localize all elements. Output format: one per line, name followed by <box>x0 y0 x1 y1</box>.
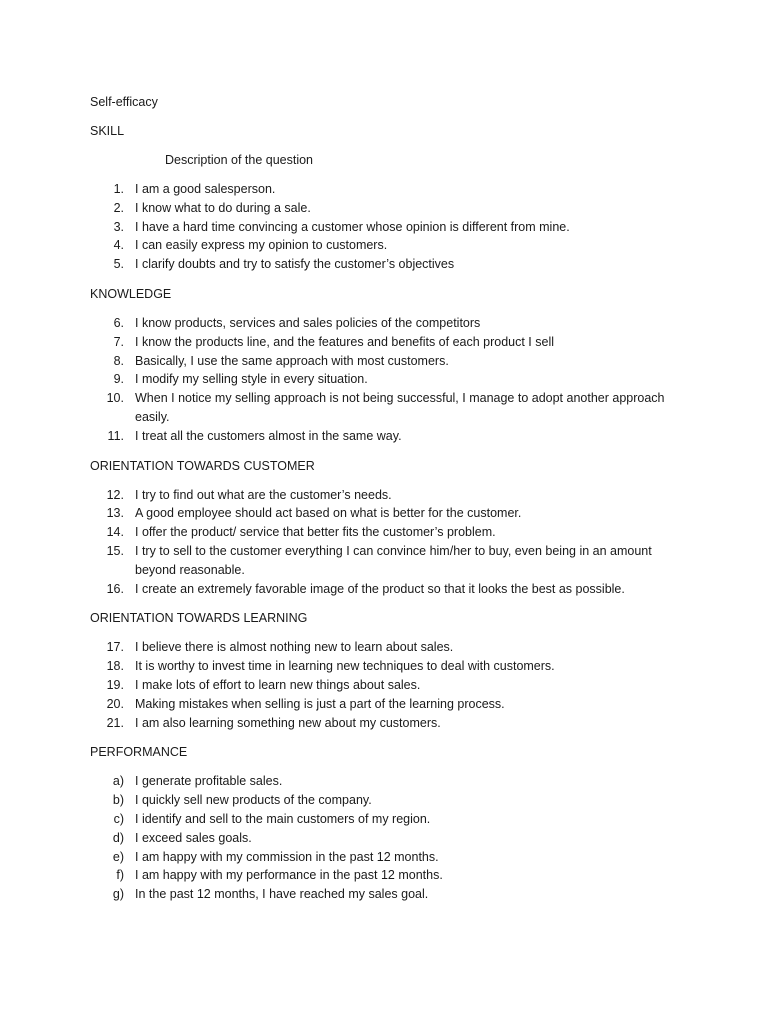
list-item <box>90 255 690 274</box>
section-heading-performance: PERFORMANCE <box>90 745 188 760</box>
item-number: d) <box>112 830 124 845</box>
item-text: I exceed sales goals. <box>135 830 252 845</box>
list-item <box>90 772 690 791</box>
item-text: Making mistakes when selling is just a part of the learning process. <box>135 696 505 711</box>
item-number: 12. <box>106 487 124 502</box>
list-item <box>90 218 690 237</box>
item-number: 8. <box>113 353 124 368</box>
skill-question-list <box>90 180 690 274</box>
item-text: I identify and sell to the main customers of my region. <box>135 811 431 826</box>
list-item <box>90 486 690 505</box>
item-number: 10. <box>106 391 124 406</box>
list-item <box>90 389 690 427</box>
list-item <box>90 199 690 218</box>
list-item <box>90 791 690 810</box>
item-number: e) <box>112 849 124 864</box>
item-number: 2. <box>113 200 124 215</box>
item-number: 15. <box>106 543 124 558</box>
item-text: I try to sell to the customer everything I can convince him/her to buy, even being in an amount beyond reasonable. <box>135 543 652 577</box>
customer-orientation-question-list <box>90 486 690 599</box>
list-item <box>90 314 690 333</box>
list-item <box>90 657 690 676</box>
item-text: I am also learning something new about my customers. <box>135 715 441 730</box>
list-item <box>90 829 690 848</box>
document-page <box>90 93 690 915</box>
item-number: 7. <box>113 334 124 349</box>
list-item <box>90 352 690 371</box>
item-number: 1. <box>113 182 124 196</box>
section-heading-orientation-learning: ORIENTATION TOWARDS LEARNING <box>90 611 308 626</box>
item-number: a) <box>112 774 124 789</box>
item-text: I make lots of effort to learn new things about sales. <box>135 677 421 692</box>
item-text: I know what to do during a sale. <box>135 200 311 215</box>
item-text: I treat all the customers almost in the same way. <box>135 428 402 443</box>
item-text: When I notice my selling approach is not being successful, I manage to adopt another approach easily. <box>135 391 665 424</box>
list-item <box>90 333 690 352</box>
list-item <box>90 866 690 885</box>
learning-orientation-question-list <box>90 638 690 732</box>
list-item <box>90 427 690 446</box>
item-text: I create an extremely favorable image of the product so that it looks the best as possible. <box>135 581 625 596</box>
item-number: 4. <box>113 238 124 253</box>
item-text: I can easily express my opinion to customers. <box>135 238 388 253</box>
item-number: 21. <box>106 715 124 730</box>
list-item <box>90 885 690 904</box>
item-number: c) <box>113 811 124 826</box>
list-item <box>90 810 690 829</box>
item-text: I offer the product/ service that better fits the customer’s problem. <box>135 525 496 540</box>
knowledge-question-list <box>90 314 690 446</box>
item-text: I am happy with my performance in the past 12 months. <box>135 868 443 883</box>
document-title: Self-efficacy <box>90 95 158 109</box>
item-text: I quickly sell new products of the company. <box>135 793 372 808</box>
section-heading-orientation-customer: ORIENTATION TOWARDS CUSTOMER <box>90 458 315 473</box>
item-number: 13. <box>106 506 124 521</box>
question-description-label: Description of the question <box>165 153 314 167</box>
list-item <box>90 370 690 389</box>
item-number: 19. <box>106 677 124 692</box>
item-text: I know products, services and sales policies of the competitors <box>135 315 481 330</box>
item-number: 6. <box>113 315 124 330</box>
list-item <box>90 695 690 714</box>
item-number: 9. <box>113 372 124 387</box>
list-item <box>90 523 690 542</box>
list-item <box>90 542 690 580</box>
item-text: A good employee should act based on what is better for the customer. <box>135 506 522 521</box>
section-heading-knowledge: KNOWLEDGE <box>90 286 172 301</box>
item-number: 17. <box>106 640 124 655</box>
item-number: 14. <box>106 525 124 540</box>
item-text: I am a good salesperson. <box>135 182 276 196</box>
performance-question-list <box>90 772 690 904</box>
item-number: 16. <box>106 581 124 596</box>
item-number: 3. <box>113 219 124 234</box>
item-text: I clarify doubts and try to satisfy the customer’s objectives <box>135 257 455 272</box>
item-number: g) <box>112 887 124 902</box>
item-text: I believe there is almost nothing new to learn about sales. <box>135 640 454 655</box>
item-text: It is worthy to invest time in learning new techniques to deal with customers. <box>135 659 555 674</box>
list-item <box>90 638 690 657</box>
item-text: In the past 12 months, I have reached my sales goal. <box>135 887 429 902</box>
list-item <box>90 504 690 523</box>
item-text: I generate profitable sales. <box>135 774 283 789</box>
item-number: 5. <box>113 257 124 272</box>
item-number: f) <box>116 868 124 883</box>
item-text: I know the products line, and the features and benefits of each product I sell <box>135 334 555 349</box>
item-text: I am happy with my commission in the past 12 months. <box>135 849 439 864</box>
item-number: 11. <box>107 428 124 443</box>
list-item <box>90 180 690 199</box>
item-text: I modify my selling style in every situation. <box>135 372 368 387</box>
list-item <box>90 676 690 695</box>
list-item <box>90 714 690 733</box>
list-item <box>90 848 690 867</box>
section-heading-skill: SKILL <box>90 124 125 138</box>
item-text: Basically, I use the same approach with most customers. <box>135 353 449 368</box>
item-number: 20. <box>106 696 124 711</box>
list-item <box>90 580 690 599</box>
item-number: 18. <box>106 659 124 674</box>
item-number: b) <box>112 793 124 808</box>
list-item <box>90 236 690 255</box>
item-text: I have a hard time convincing a customer whose opinion is different from mine. <box>135 219 570 234</box>
item-text: I try to find out what are the customer’s needs. <box>135 487 392 502</box>
